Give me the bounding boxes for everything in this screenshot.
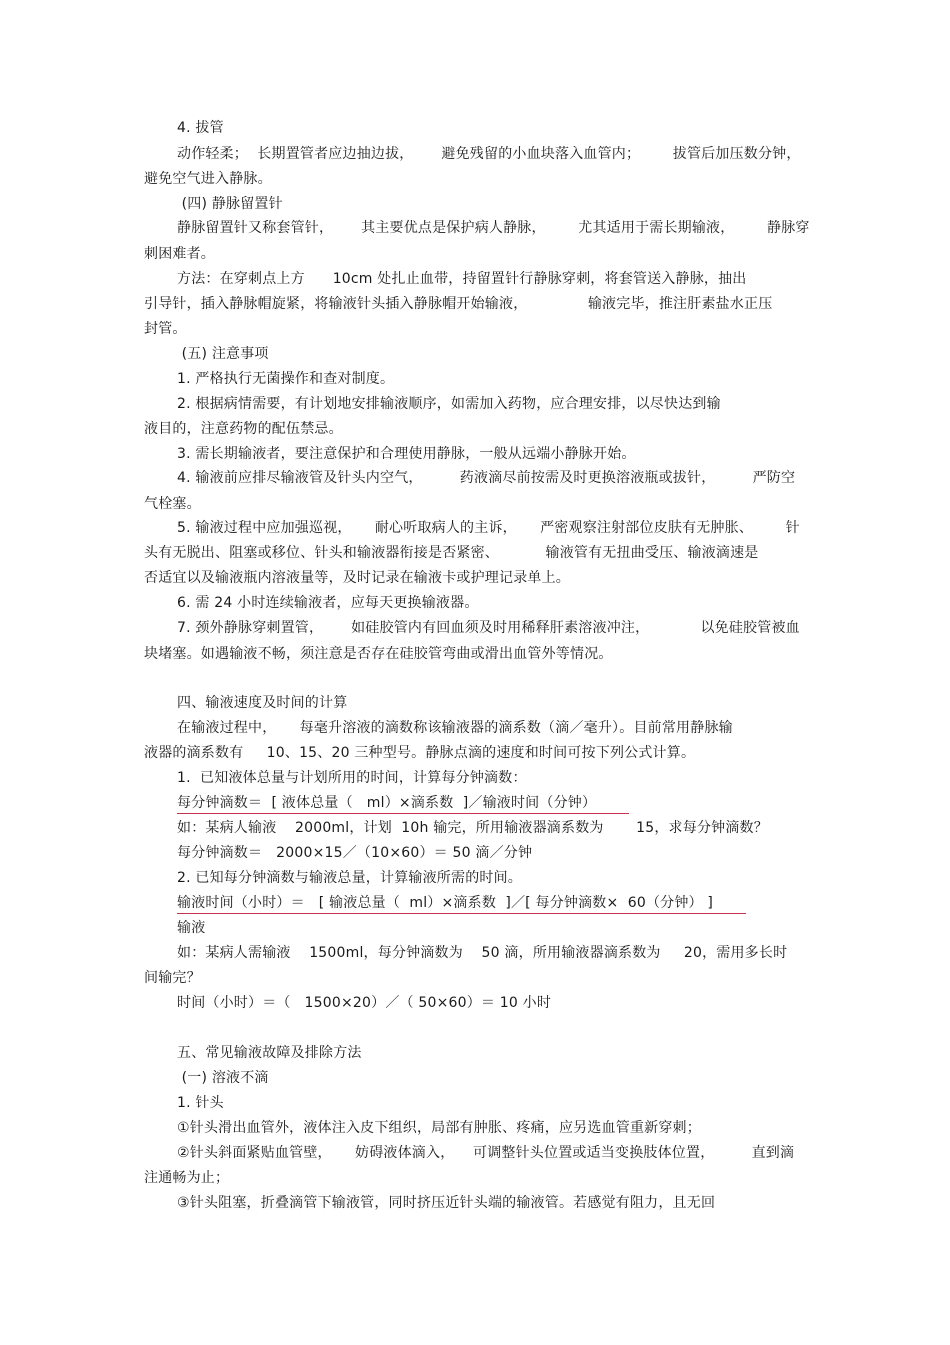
text-line: 1. 针头	[177, 1095, 224, 1111]
formula-line: 输液时间（小时）＝ [ 输液总量（ ml）×滴系数 ]／[ 每分钟滴数× 60（分钟） ]	[177, 895, 714, 911]
section-heading: (五) 注意事项	[177, 346, 269, 362]
section-heading: (一) 溶液不滴	[177, 1070, 269, 1086]
text-line: 如：某病人输液 2000ml，计划 10h 输完，所用输液器滴系数为 15，求每分钟滴数？	[177, 820, 768, 836]
text-line: 6. 需 24 小时连续输液者，应每天更换输液器。	[177, 595, 479, 611]
text-line: 否适宜以及输液瓶内溶液量等，及时记录在输液卡或护理记录单上。	[144, 570, 570, 586]
section-heading: 五、常见输液故障及排除方法	[177, 1045, 362, 1061]
text-line: 液器的滴系数有 10、15、20 三种型号。静脉点滴的速度和时间可按下列公式计算。	[144, 745, 696, 761]
formula-underline	[177, 913, 746, 914]
text-line: 注通畅为止；	[144, 1170, 230, 1186]
text-line: 刺困难者。	[144, 246, 215, 262]
text-line: 动作轻柔； 长期置管者应边抽边拔， 避免残留的小血块落入血管内； 拔管后加压数分钟，	[177, 146, 801, 162]
text-line: 时间（小时）＝（ 1500×20）／（ 50×60）＝ 10 小时	[177, 995, 552, 1011]
text-line: 在输液过程中， 每毫升溶液的滴数称该输液器的滴系数（滴／毫升）。目前常用静脉输	[177, 720, 733, 736]
text-line: 2. 根据病情需要，有计划地安排输液顺序，如需加入药物，应合理安排，以尽快达到输	[177, 396, 721, 412]
text-line: 块堵塞。如遇输液不畅，须注意是否存在硅胶管弯曲或滑出血管外等情况。	[144, 646, 613, 662]
text-line: 3. 需长期输液者，要注意保护和合理使用静脉，一般从远端小静脉开始。	[177, 446, 636, 462]
text-line: 气栓塞。	[144, 496, 201, 512]
formula-line: 每分钟滴数＝ [ 液体总量（ ml）×滴系数 ]／输液时间（分钟）	[177, 795, 597, 811]
formula-underline	[177, 813, 629, 814]
text-line: 1. 已知液体总量与计划所用的时间，计算每分钟滴数：	[177, 770, 527, 786]
text-line: 如：某病人需输液 1500ml，每分钟滴数为 50 滴，所用输液器滴系数为 20，需用多长时	[177, 945, 788, 961]
section-heading: (四) 静脉留置针	[177, 196, 283, 212]
text-line: 头有无脱出、阻塞或移位、针头和输液器衔接是否紧密、 输液管有无扭曲受压、输液滴速是	[144, 545, 759, 561]
text-line: 静脉留置针又称套管针， 其主要优点是保护病人静脉， 尤其适用于需长期输液， 静脉穿	[177, 220, 810, 236]
text-line: 2. 已知每分钟滴数与输液总量，计算输液所需的时间。	[177, 870, 523, 886]
text-line: 4. 输液前应排尽输液管及针头内空气， 药液滴尽前按需及时更换溶液瓶或拔针， 严防空	[177, 470, 796, 486]
text-line: ①针头滑出血管外，液体注入皮下组织，局部有肿胀、疼痛，应另选血管重新穿刺；	[177, 1120, 701, 1136]
text-line: 方法：在穿刺点上方 10cm 处扎止血带，持留置针行静脉穿刺，将套管送入静脉，抽出	[177, 271, 747, 287]
text-line: 7. 颈外静脉穿刺置管， 如硅胶管内有回血须及时用稀释肝素溶液冲注， 以免硅胶管被血	[177, 620, 800, 636]
text-line: 每分钟滴数＝ 2000×15／（10×60）＝ 50 滴／分钟	[177, 845, 533, 861]
text-line: ③针头阻塞，折叠滴管下输液管，同时挤压近针头端的输液管。若感觉有阻力，且无回	[177, 1195, 716, 1211]
text-line: 避免空气进入静脉。	[144, 171, 272, 187]
text-line: 输液	[177, 920, 206, 936]
text-line: 1. 严格执行无菌操作和查对制度。	[177, 371, 395, 387]
text-line: 4. 拔管	[177, 120, 224, 136]
text-line: 液目的，注意药物的配伍禁忌。	[144, 421, 343, 437]
text-line: 封管。	[144, 321, 187, 337]
text-line: 间输完？	[144, 970, 201, 986]
text-line: ②针头斜面紧贴血管壁， 妨碍液体滴入， 可调整针头位置或适当变换肢体位置， 直到滴	[177, 1145, 795, 1161]
section-heading: 四、输液速度及时间的计算	[177, 695, 348, 711]
text-line: 引导针，插入静脉帽旋紧，将输液针头插入静脉帽开始输液， 输液完毕，推注肝素盐水正压	[144, 296, 773, 312]
text-line: 5. 输液过程中应加强巡视， 耐心听取病人的主诉， 严密观察注射部位皮肤有无肿胀、 针	[177, 520, 800, 536]
